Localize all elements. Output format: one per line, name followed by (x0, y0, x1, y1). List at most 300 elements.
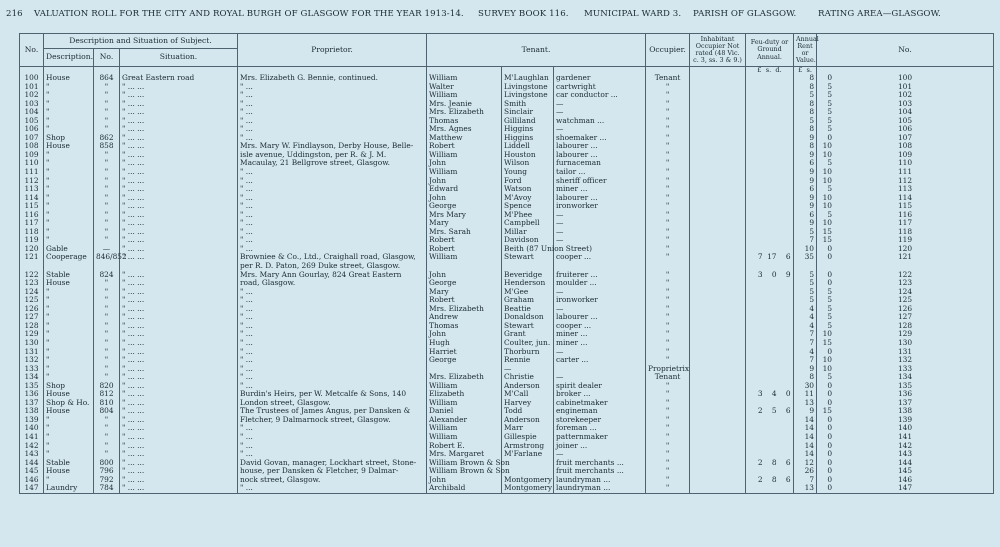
row-tenant-first: Robert (427, 142, 502, 151)
row-description: " (44, 442, 94, 451)
col-feu-duty: Feu-duty or Ground Annual. (746, 34, 794, 67)
rent-pounds: 5 (809, 269, 815, 279)
col-occupier: Occupier. (646, 34, 690, 67)
row-occupier: " (646, 339, 690, 348)
row-description: " (44, 219, 94, 228)
row-description: Laundry (44, 484, 94, 493)
row-description: " (44, 416, 94, 425)
row-proprietor: " ... (238, 236, 427, 245)
row-no-right: 128 (817, 322, 994, 331)
row-feu-duty (746, 279, 794, 288)
row-no-right: 109 (817, 151, 994, 160)
table-header (20, 34, 994, 67)
feu-pence: 6 (785, 474, 791, 484)
rent-pounds: 7 (809, 337, 815, 347)
row-tenant-first: Harriet (427, 348, 502, 357)
row-proprietor: " ... (238, 228, 427, 237)
rent-pounds: 9 (809, 149, 815, 159)
row-tenant-first: Alexander (427, 416, 502, 425)
rent-pounds: 5 (809, 115, 815, 125)
row-tenant-last: Millar (502, 228, 554, 237)
row-feu-duty (746, 390, 794, 399)
row-feu-duty (746, 177, 794, 186)
row-description: " (44, 450, 94, 459)
row-proprietor: " ... (238, 339, 427, 348)
row-occupation: — (554, 228, 646, 237)
rent-pounds: 5 (809, 278, 815, 288)
row-situation: Great Eastern road (120, 74, 238, 83)
col-no: No. (20, 34, 44, 67)
row-description: " (44, 211, 94, 220)
row-tenant-last: Liddell (502, 142, 554, 151)
row-no-right: 122 (817, 271, 994, 280)
row-feu-duty (746, 271, 794, 280)
rent-shillings: 0 (827, 431, 833, 441)
row-occupier: " (646, 91, 690, 100)
rent-shillings: 0 (827, 466, 833, 476)
row-tenant-last: Young (502, 168, 554, 177)
rent-shillings: 15 (822, 406, 833, 416)
row-number: " (94, 100, 120, 109)
rent-shillings: 0 (827, 474, 833, 484)
feu-pounds: 7 (757, 252, 763, 262)
row-number: 810 (94, 399, 120, 408)
row-proprietor: house, per Dansken & Fletcher, 9 Dalmar- (238, 467, 427, 476)
row-inhabitant (690, 399, 746, 408)
row-no: 142 (20, 442, 44, 451)
rent-pounds: 35 (804, 252, 815, 262)
row-situation: " ... ... (120, 108, 238, 117)
row-occupier: " (646, 424, 690, 433)
row-occupier: " (646, 382, 690, 391)
row-number: " (94, 416, 120, 425)
row-tenant-last: Beveridge (502, 271, 554, 280)
row-occupier: " (646, 168, 690, 177)
row-inhabitant (690, 390, 746, 399)
row-no: 110 (20, 159, 44, 168)
row-feu-duty (746, 91, 794, 100)
row-number: " (94, 450, 120, 459)
row-no: 106 (20, 125, 44, 134)
rent-shillings: 15 (822, 337, 833, 347)
row-occupation: cooper ... (554, 253, 646, 262)
row-occupation: — (554, 236, 646, 245)
row-feu-duty (746, 365, 794, 374)
rent-pounds: 5 (809, 286, 815, 296)
row-feu-duty (746, 134, 794, 143)
row-tenant-last: Anderson (502, 416, 554, 425)
row-situation: " ... ... (120, 194, 238, 203)
row-no: 135 (20, 382, 44, 391)
row-tenant-first: Thomas (427, 322, 502, 331)
row-tenant-last: Higgins (502, 134, 554, 143)
rent-shillings: 10 (822, 175, 833, 185)
row-description: " (44, 365, 94, 374)
row-tenant-last: Donaldson (502, 313, 554, 322)
row-number: 858 (94, 142, 120, 151)
row-tenant-first: John (427, 194, 502, 203)
row-feu-duty (746, 236, 794, 245)
row-inhabitant (690, 459, 746, 468)
row-situation: " ... ... (120, 279, 238, 288)
row-number: " (94, 330, 120, 339)
row-tenant-first: William (427, 74, 502, 83)
row-proprietor: " ... (238, 365, 427, 374)
row-number: 864 (94, 74, 120, 83)
row-tenant-last: Armstrong (502, 442, 554, 451)
row-no-right: 146 (817, 476, 994, 485)
row-description: " (44, 91, 94, 100)
row-tenant-first: Mrs Mary (427, 211, 502, 220)
row-no-right: 131 (817, 348, 994, 357)
row-tenant-last: Ford (502, 177, 554, 186)
row-occupier: " (646, 100, 690, 109)
row-tenant-first: William (427, 168, 502, 177)
row-feu-duty (746, 74, 794, 83)
row-proprietor: " ... (238, 288, 427, 297)
row-number: " (94, 108, 120, 117)
row-proprietor: " ... (238, 382, 427, 391)
row-proprietor: " ... (238, 442, 427, 451)
row-tenant-first: Robert (427, 236, 502, 245)
row-situation: " ... ... (120, 151, 238, 160)
row-inhabitant (690, 142, 746, 151)
feu-pounds: 2 (757, 406, 763, 416)
row-proprietor: per R. D. Paton, 269 Duke street, Glasgow. (238, 262, 427, 271)
row-tenant-last: Beattie (502, 305, 554, 314)
row-feu-duty (746, 296, 794, 305)
row-number: " (94, 125, 120, 134)
row-occupation: miner ... (554, 185, 646, 194)
row-no-right: 104 (817, 108, 994, 117)
row-occupier: " (646, 117, 690, 126)
row-number: " (94, 168, 120, 177)
rent-pounds: 8 (809, 98, 815, 108)
row-occupation: storekeeper (554, 416, 646, 425)
row-inhabitant (690, 134, 746, 143)
rent-pounds: 30 (804, 380, 815, 390)
row-situation: " ... ... (120, 433, 238, 442)
rent-pounds: 9 (809, 218, 815, 228)
row-feu-duty (746, 484, 794, 493)
rent-pounds: 6 (809, 184, 815, 194)
row-feu-duty (746, 433, 794, 442)
row-inhabitant (690, 288, 746, 297)
rent-pounds: 9 (809, 175, 815, 185)
row-proprietor: " ... (238, 356, 427, 365)
rent-pounds: 11 (804, 389, 815, 399)
row-inhabitant (690, 296, 746, 305)
row-occupier: " (646, 194, 690, 203)
row-tenant-last: Henderson (502, 279, 554, 288)
rent-shillings: 0 (827, 483, 833, 493)
row-number: " (94, 279, 120, 288)
row-description: " (44, 83, 94, 92)
row-situation: " ... ... (120, 356, 238, 365)
row-occupation: ironworker (554, 296, 646, 305)
feu-units: £ s. d. (746, 67, 794, 75)
row-tenant-last: Gilliland (502, 117, 554, 126)
rent-pounds: 5 (809, 226, 815, 236)
row-number: " (94, 185, 120, 194)
row-inhabitant (690, 228, 746, 237)
row-feu-duty (746, 476, 794, 485)
rent-pounds: 8 (809, 141, 815, 151)
row-situation: " ... ... (120, 382, 238, 391)
row-no-right: 144 (817, 459, 994, 468)
row-no-right: 112 (817, 177, 994, 186)
row-feu-duty (746, 339, 794, 348)
row-situation: " ... ... (120, 296, 238, 305)
row-no: 107 (20, 134, 44, 143)
row-occupation: foreman ... (554, 424, 646, 433)
row-occupation: laundryman ... (554, 476, 646, 485)
row-occupier: " (646, 399, 690, 408)
row-number: " (94, 424, 120, 433)
row-no: 130 (20, 339, 44, 348)
row-proprietor: road, Glasgow. (238, 279, 427, 288)
row-tenant-first: Thomas (427, 117, 502, 126)
row-occupier: " (646, 245, 690, 254)
row-occupation: miner ... (554, 339, 646, 348)
row-occupier: " (646, 450, 690, 459)
row-no: 119 (20, 236, 44, 245)
row-number: " (94, 313, 120, 322)
row-tenant-last: Anderson (502, 382, 554, 391)
feu-pounds: 2 (757, 457, 763, 467)
rent-shillings: 10 (822, 167, 833, 177)
row-situation: " ... ... (120, 83, 238, 92)
row-tenant-first: William (427, 253, 502, 262)
row-inhabitant (690, 442, 746, 451)
row-number: " (94, 433, 120, 442)
row-occupation: — (554, 348, 646, 357)
row-description: " (44, 185, 94, 194)
row-proprietor: Browniee & Co., Ltd., Craighall road, Glasgow, (238, 253, 427, 262)
row-inhabitant (690, 211, 746, 220)
rent-pounds: 8 (809, 372, 815, 382)
row-situation: " ... ... (120, 236, 238, 245)
rent-pounds: 6 (809, 209, 815, 219)
row-inhabitant (690, 219, 746, 228)
row-proprietor: " ... (238, 134, 427, 143)
row-no: 126 (20, 305, 44, 314)
row-inhabitant (690, 330, 746, 339)
row-feu-duty (746, 159, 794, 168)
row-description: " (44, 177, 94, 186)
row-occupation: cabinetmaker (554, 399, 646, 408)
row-tenant-first: Robert (427, 245, 502, 254)
row-occupation: joiner ... (554, 442, 646, 451)
row-no-right: 107 (817, 134, 994, 143)
row-situation: " ... ... (120, 142, 238, 151)
rent-shillings: 5 (827, 115, 833, 125)
row-feu-duty (746, 168, 794, 177)
row-situation: " ... ... (120, 168, 238, 177)
row-no: 112 (20, 177, 44, 186)
row-description: Gable (44, 245, 94, 254)
row-occupation: sheriff officer (554, 177, 646, 186)
row-situation: " ... ... (120, 365, 238, 374)
row-tenant-first: John (427, 177, 502, 186)
row-tenant-first: Mrs. Agnes (427, 125, 502, 134)
municipal-ward: MUNICIPAL WARD 3. (584, 9, 682, 19)
row-situation: " ... ... (120, 467, 238, 476)
row-no-right: 140 (817, 424, 994, 433)
row-no-right: 119 (817, 236, 994, 245)
row-no-right: 143 (817, 450, 994, 459)
row-tenant-first: William Brown & Son (427, 459, 502, 468)
row-description: " (44, 433, 94, 442)
row-no: 122 (20, 271, 44, 280)
row-number: " (94, 202, 120, 211)
row-feu-duty (746, 108, 794, 117)
row-occupation: labourer ... (554, 313, 646, 322)
rent-pounds: 10 (804, 243, 815, 253)
row-tenant-last: M'Laughlan (502, 74, 554, 83)
row-description: " (44, 117, 94, 126)
row-inhabitant (690, 348, 746, 357)
row-occupation: laundryman ... (554, 484, 646, 493)
row-number: " (94, 236, 120, 245)
row-occupation: carter ... (554, 356, 646, 365)
rent-shillings: 5 (827, 295, 833, 305)
row-no: 127 (20, 313, 44, 322)
row-description: " (44, 424, 94, 433)
row-occupation: spirit dealer (554, 382, 646, 391)
row-number: " (94, 356, 120, 365)
row-proprietor: London street, Glasgow. (238, 399, 427, 408)
row-tenant-first: Edward (427, 185, 502, 194)
row-no: 133 (20, 365, 44, 374)
rent-shillings: 0 (827, 440, 833, 450)
row-inhabitant (690, 253, 746, 262)
row-tenant-first: Daniel (427, 407, 502, 416)
row-feu-duty (746, 151, 794, 160)
row-tenant-first: Archibald (427, 484, 502, 493)
rent-shillings: 5 (827, 320, 833, 330)
row-inhabitant (690, 245, 746, 254)
row-no: 139 (20, 416, 44, 425)
row-occupier: " (646, 134, 690, 143)
row-proprietor: " ... (238, 194, 427, 203)
row-no: 140 (20, 424, 44, 433)
rent-shillings: 0 (827, 380, 833, 390)
row-occupation: — (554, 219, 646, 228)
row-no-right: 106 (817, 125, 994, 134)
row-number: 824 (94, 271, 120, 280)
rent-shillings: 5 (827, 107, 833, 117)
rent-shillings: 0 (827, 243, 833, 253)
row-description: " (44, 168, 94, 177)
row-tenant-first: Elizabeth (427, 390, 502, 399)
row-situation: " ... ... (120, 313, 238, 322)
row-occupier: Proprietrix (646, 365, 690, 374)
row-proprietor: " ... (238, 322, 427, 331)
row-occupier: " (646, 271, 690, 280)
row-situation: " ... ... (120, 348, 238, 357)
row-inhabitant (690, 433, 746, 442)
row-tenant-last: Marr (502, 424, 554, 433)
row-tenant-last: Sinclair (502, 108, 554, 117)
survey-book: SURVEY BOOK 116. (478, 9, 569, 19)
row-no: 136 (20, 390, 44, 399)
row-occupation: — (554, 450, 646, 459)
row-occupation: car conductor ... (554, 91, 646, 100)
row-occupation: cartwright (554, 83, 646, 92)
row-description: Stable (44, 459, 94, 468)
row-inhabitant (690, 313, 746, 322)
row-proprietor: " ... (238, 484, 427, 493)
rent-shillings: 5 (827, 209, 833, 219)
row-tenant-last: Houston (502, 151, 554, 160)
row-inhabitant (690, 168, 746, 177)
row-proprietor: Macaulay, 21 Bellgrove street, Glasgow. (238, 159, 427, 168)
row-tenant-first: William Brown & Son (427, 467, 502, 476)
row-no-right: 100 (817, 74, 994, 83)
rent-pounds: 14 (804, 431, 815, 441)
page-header (0, 0, 1000, 30)
row-tenant-last: Montgomery (502, 484, 554, 493)
row-occupier: " (646, 125, 690, 134)
row-number: " (94, 322, 120, 331)
row-occupation: broker ... (554, 390, 646, 399)
rent-shillings: 0 (827, 423, 833, 433)
row-tenant-first: William (427, 151, 502, 160)
row-no: 144 (20, 459, 44, 468)
row-inhabitant (690, 159, 746, 168)
col-desc-group: Description and Situation of Subject. (44, 34, 238, 49)
row-no: 102 (20, 91, 44, 100)
rent-pounds: 9 (809, 192, 815, 202)
row-description: House (44, 390, 94, 399)
rent-shillings: 5 (827, 90, 833, 100)
row-occupation: labourer ... (554, 194, 646, 203)
row-description: " (44, 108, 94, 117)
row-occupation: — (554, 288, 646, 297)
row-no: 147 (20, 484, 44, 493)
row-situation: " ... ... (120, 211, 238, 220)
rent-shillings: 0 (827, 73, 833, 82)
row-tenant-first: John (427, 271, 502, 280)
row-description: Shop & Ho. (44, 399, 94, 408)
row-feu-duty (746, 117, 794, 126)
row-feu-duty (746, 211, 794, 220)
row-no-right: 123 (817, 279, 994, 288)
row-tenant-first: Mary (427, 288, 502, 297)
row-no: 103 (20, 100, 44, 109)
row-feu-duty (746, 219, 794, 228)
col-proprietor: Proprietor. (238, 34, 427, 67)
row-proprietor: " ... (238, 305, 427, 314)
row-proprietor: " ... (238, 83, 427, 92)
rent-pounds: 9 (809, 201, 815, 211)
rent-pounds: 4 (809, 312, 815, 322)
table-body (20, 67, 994, 494)
row-description: " (44, 330, 94, 339)
row-description: " (44, 348, 94, 357)
row-tenant-last: Wilson (502, 159, 554, 168)
row-no-right: 118 (817, 228, 994, 237)
row-proprietor: " ... (238, 185, 427, 194)
row-proprietor: " ... (238, 202, 427, 211)
row-number: " (94, 373, 120, 382)
row-situation: " ... ... (120, 330, 238, 339)
feu-shillings: 0 (771, 269, 777, 279)
rent-pounds: 9 (809, 167, 815, 177)
row-situation: " ... ... (120, 373, 238, 382)
row-proprietor: " ... (238, 125, 427, 134)
